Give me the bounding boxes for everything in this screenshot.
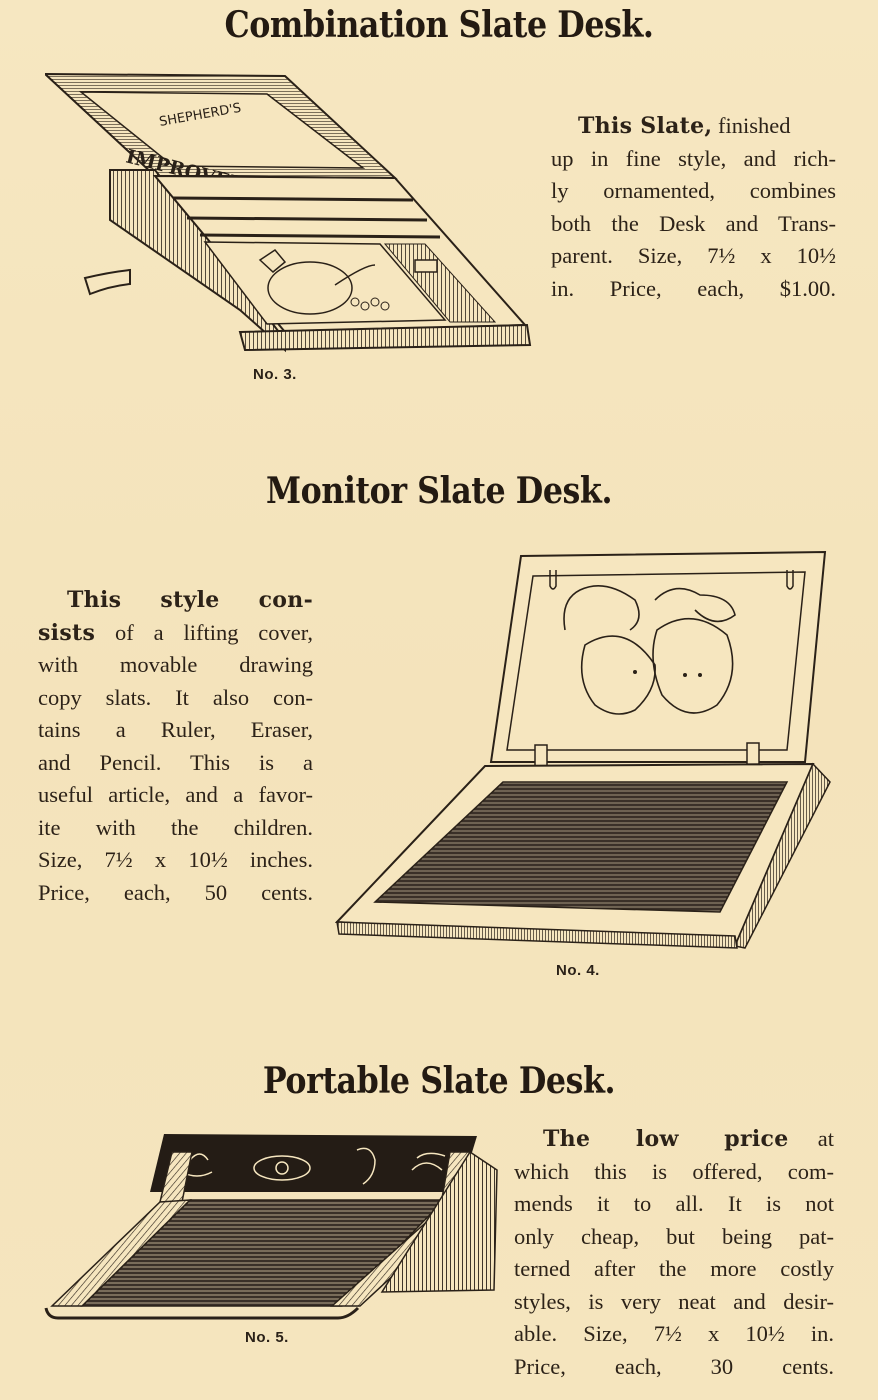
description-combination: This Slate, finished up in fine style, and rich- ly ornamented, combines both the Desk and Trans- parent. Size, 7½ x 10½ in. Price, each, $1.00. (551, 110, 836, 305)
section-title-combination: Combination Slate Desk. (224, 4, 654, 46)
section-title-monitor: Monitor Slate Desk. (265, 470, 613, 512)
illustration-portable-slate-desk (42, 1130, 502, 1320)
lid-label-top: SHEPHERD'S (158, 100, 243, 130)
description-portable: The low price at which this is offered, com- mends it to all. It is not only cheap, but being pat- terned after the more costly styles, is very neat and desir- able. Size, 7½ x 10½ in. Price, each, 30 cents. (514, 1123, 834, 1383)
description-lead: This Slate, (578, 113, 713, 139)
figure-caption-no4: No. 4. (556, 962, 600, 979)
illustration-monitor-slate-desk (335, 550, 835, 950)
description-lead: The low price (543, 1126, 789, 1152)
price-line: Price, each, 30 cents. (514, 1353, 834, 1379)
lid-label-main: IMPROVED (123, 145, 248, 197)
description-lead: This style con- (67, 587, 313, 613)
description-monitor: This style con- sists of a lifting cover, with movable drawing copy slats. It also con- tains a Ruler, Eraser, and Pencil. This is a useful article, and a favor- ite with the children. Size, 7½ x 10½ inches. Price, each, 50 cents. (38, 584, 313, 909)
illustration-combination-slate-desk (45, 70, 535, 355)
section-title-portable: Portable Slate Desk. (262, 1060, 616, 1102)
figure-caption-no3: No. 3. (253, 366, 297, 383)
figure-caption-no5: No. 5. (245, 1329, 289, 1346)
price-line: Price, each, 50 cents. (38, 879, 313, 905)
price-line: in. Price, each, $1.00. (551, 275, 836, 301)
